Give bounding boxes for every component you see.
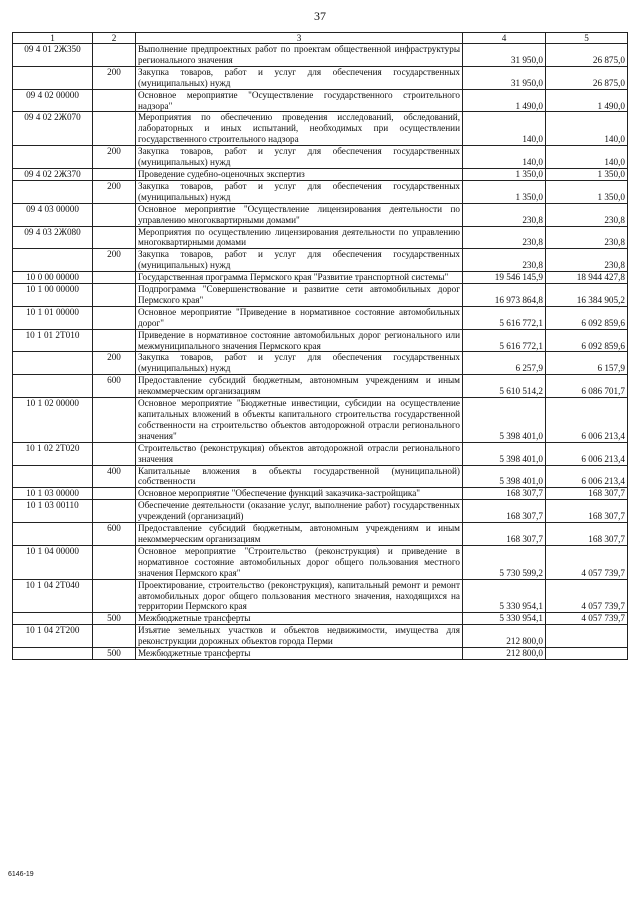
item-name-cell: Основное мероприятие "Обеспечение функций заказчика-застройщика" xyxy=(136,488,463,500)
budget-code-cell: 10 1 03 00000 xyxy=(13,488,93,500)
item-name-cell: Закупка товаров, работ и услуг для обеспечения государственных (муниципальных) нужд xyxy=(136,249,463,272)
amount-2020-cell: 230,8 xyxy=(463,203,546,226)
amount-2021-cell: 26 875,0 xyxy=(546,44,628,67)
table-row xyxy=(13,488,628,500)
expense-type-cell xyxy=(93,488,136,500)
expense-type-cell xyxy=(93,112,136,146)
budget-code-cell: 10 1 03 00110 xyxy=(13,500,93,523)
budget-code-cell: 10 1 04 2Т200 xyxy=(13,625,93,648)
amount-2021-cell: 230,8 xyxy=(546,203,628,226)
item-name-cell: Межбюджетные трансферты xyxy=(136,613,463,625)
amount-2021-cell: 230,8 xyxy=(546,226,628,249)
amount-2021-cell: 4 057 739,7 xyxy=(546,613,628,625)
budget-code-cell: 10 1 00 00000 xyxy=(13,284,93,307)
amount-2021-cell xyxy=(546,625,628,648)
amount-2020-cell: 5 398 401,0 xyxy=(463,442,546,465)
amount-2020-cell: 140,0 xyxy=(463,112,546,146)
expense-type-cell xyxy=(93,284,136,307)
table-row xyxy=(13,625,628,648)
expense-type-cell xyxy=(93,625,136,648)
item-name-cell: Мероприятия по обеспечению проведения исследований, обследований, лабораторных и иных испытаний, необходимых при осуществлении государственного строительного надзора xyxy=(136,112,463,146)
amount-2020-cell: 1 350,0 xyxy=(463,168,546,180)
amount-2021-cell: 6 086 701,7 xyxy=(546,375,628,398)
item-name-cell: Проведение судебно-оценочных экспертиз xyxy=(136,168,463,180)
amount-2020-cell: 5 330 954,1 xyxy=(463,579,546,613)
expense-type-cell: 200 xyxy=(93,146,136,169)
amount-2020-cell: 5 616 772,1 xyxy=(463,306,546,329)
budget-code-cell xyxy=(13,66,93,89)
amount-2021-cell: 1 350,0 xyxy=(546,180,628,203)
table-row xyxy=(13,465,628,488)
table-row xyxy=(13,284,628,307)
table-row xyxy=(13,375,628,398)
expense-type-cell xyxy=(93,398,136,443)
amount-2020-cell: 1 490,0 xyxy=(463,89,546,112)
budget-code-cell xyxy=(13,180,93,203)
amount-2021-cell: 4 057 739,7 xyxy=(546,545,628,579)
expense-type-cell: 200 xyxy=(93,249,136,272)
table-row xyxy=(13,613,628,625)
budget-code-cell: 09 4 02 2Ж070 xyxy=(13,112,93,146)
expense-type-cell xyxy=(93,89,136,112)
item-name-cell: Изъятие земельных участков и объектов недвижимости, имущества для реконструкции дорожных объектов города Перми xyxy=(136,625,463,648)
amount-2021-cell: 168 307,7 xyxy=(546,523,628,546)
table-row xyxy=(13,329,628,352)
expense-type-cell: 600 xyxy=(93,375,136,398)
amount-2020-cell: 168 307,7 xyxy=(463,523,546,546)
table-header-row xyxy=(13,33,628,44)
budget-code-cell xyxy=(13,352,93,375)
table-row xyxy=(13,226,628,249)
budget-code-cell: 09 4 01 2Ж350 xyxy=(13,44,93,67)
table-row xyxy=(13,352,628,375)
amount-2021-cell: 6 006 213,4 xyxy=(546,465,628,488)
amount-2020-cell: 168 307,7 xyxy=(463,488,546,500)
item-name-cell: Основное мероприятие "Бюджетные инвестиции, субсидии на осуществление капитальных вложений в объекты капитального строительства государственной собственности на строительство объектов автодорожной отрасли регионального значения" xyxy=(136,398,463,443)
budget-code-cell xyxy=(13,465,93,488)
budget-code-cell xyxy=(13,648,93,660)
item-name-cell: Закупка товаров, работ и услуг для обеспечения государственных (муниципальных) нужд xyxy=(136,146,463,169)
item-name-cell: Закупка товаров, работ и услуг для обеспечения государственных (муниципальных) нужд xyxy=(136,66,463,89)
table-row xyxy=(13,272,628,284)
amount-2020-cell: 230,8 xyxy=(463,249,546,272)
item-name-cell: Строительство (реконструкция) объектов автодорожной отрасли регионального значения xyxy=(136,442,463,465)
amount-2020-cell: 1 350,0 xyxy=(463,180,546,203)
expense-type-cell xyxy=(93,272,136,284)
expense-type-cell xyxy=(93,579,136,613)
item-name-cell: Основное мероприятие "Осуществление лицензирования деятельности по управлению многоквартирными домами" xyxy=(136,203,463,226)
table-row xyxy=(13,500,628,523)
amount-2020-cell: 212 800,0 xyxy=(463,648,546,660)
budget-code-cell xyxy=(13,146,93,169)
budget-code-cell xyxy=(13,613,93,625)
table-row xyxy=(13,203,628,226)
table-row xyxy=(13,648,628,660)
table-row xyxy=(13,168,628,180)
amount-2021-cell: 6 006 213,4 xyxy=(546,442,628,465)
item-name-cell: Обеспечение деятельности (оказание услуг, выполнение работ) государственных учреждений (организаций) xyxy=(136,500,463,523)
amount-2021-cell: 168 307,7 xyxy=(546,488,628,500)
amount-2021-cell: 168 307,7 xyxy=(546,500,628,523)
item-name-cell: Капитальные вложения в объекты государственной (муниципальной) собственности xyxy=(136,465,463,488)
amount-2020-cell: 230,8 xyxy=(463,226,546,249)
amount-2021-cell: 230,8 xyxy=(546,249,628,272)
table-row xyxy=(13,442,628,465)
item-name-cell: Основное мероприятие "Приведение в нормативное состояние автомобильных дорог" xyxy=(136,306,463,329)
item-name-cell: Закупка товаров, работ и услуг для обеспечения государственных (муниципальных) нужд xyxy=(136,180,463,203)
expense-type-cell xyxy=(93,168,136,180)
item-name-cell: Приведение в нормативное состояние автомобильных дорог регионального или межмуниципального значения Пермского края xyxy=(136,329,463,352)
amount-2021-cell: 1 350,0 xyxy=(546,168,628,180)
table-row xyxy=(13,44,628,67)
budget-code-cell: 10 0 00 00000 xyxy=(13,272,93,284)
amount-2020-cell: 5 330 954,1 xyxy=(463,613,546,625)
amount-2021-cell: 6 092 859,6 xyxy=(546,329,628,352)
budget-code-cell: 09 4 03 00000 xyxy=(13,203,93,226)
item-name-cell: Предоставление субсидий бюджетным, автономным учреждениям и иным некоммерческим организациям xyxy=(136,375,463,398)
expense-type-cell: 500 xyxy=(93,648,136,660)
table-row xyxy=(13,112,628,146)
budget-code-cell: 10 1 04 2Т040 xyxy=(13,579,93,613)
table-row xyxy=(13,306,628,329)
expense-type-cell: 400 xyxy=(93,465,136,488)
amount-2021-cell: 140,0 xyxy=(546,112,628,146)
expense-type-cell xyxy=(93,442,136,465)
amount-2021-cell: 16 384 905,2 xyxy=(546,284,628,307)
item-name-cell: Выполнение предпроектных работ по проектам общественной инфраструктуры регионального значения xyxy=(136,44,463,67)
budget-code-cell: 10 1 02 2Т020 xyxy=(13,442,93,465)
expense-type-cell xyxy=(93,500,136,523)
amount-2021-cell: 6 157,9 xyxy=(546,352,628,375)
amount-2020-cell: 212 800,0 xyxy=(463,625,546,648)
document-code: 6146-19 xyxy=(8,871,34,878)
item-name-cell: Основное мероприятие "Осуществление государственного строительного надзора" xyxy=(136,89,463,112)
table-row xyxy=(13,180,628,203)
budget-code-cell: 09 4 03 2Ж080 xyxy=(13,226,93,249)
budget-code-cell: 10 1 01 2Т010 xyxy=(13,329,93,352)
budget-code-cell: 09 4 02 00000 xyxy=(13,89,93,112)
table-row xyxy=(13,66,628,89)
budget-table xyxy=(12,32,628,660)
budget-code-cell: 09 4 02 2Ж370 xyxy=(13,168,93,180)
expense-type-cell xyxy=(93,203,136,226)
item-name-cell: Закупка товаров, работ и услуг для обеспечения государственных (муниципальных) нужд xyxy=(136,352,463,375)
column-header: 2 xyxy=(93,33,136,44)
item-name-cell: Мероприятия по осуществлению лицензирования деятельности по управлению многоквартирными домами xyxy=(136,226,463,249)
expense-type-cell: 200 xyxy=(93,352,136,375)
amount-2021-cell: 140,0 xyxy=(546,146,628,169)
expense-type-cell: 600 xyxy=(93,523,136,546)
expense-type-cell: 500 xyxy=(93,613,136,625)
budget-code-cell xyxy=(13,249,93,272)
expense-type-cell xyxy=(93,329,136,352)
amount-2020-cell: 5 730 599,2 xyxy=(463,545,546,579)
item-name-cell: Проектирование, строительство (реконструкция), капитальный ремонт и ремонт автомобильных дорог общего пользования местного значения, находящихся на территории Пермского края xyxy=(136,579,463,613)
item-name-cell: Государственная программа Пермского края "Развитие транспортной системы" xyxy=(136,272,463,284)
column-header: 4 xyxy=(463,33,546,44)
table-row xyxy=(13,579,628,613)
expense-type-cell xyxy=(93,306,136,329)
amount-2020-cell: 19 546 145,9 xyxy=(463,272,546,284)
amount-2020-cell: 140,0 xyxy=(463,146,546,169)
amount-2020-cell: 5 398 401,0 xyxy=(463,465,546,488)
amount-2021-cell: 1 490,0 xyxy=(546,89,628,112)
expense-type-cell xyxy=(93,226,136,249)
page-number: 37 xyxy=(314,9,326,23)
amount-2021-cell: 18 944 427,8 xyxy=(546,272,628,284)
expense-type-cell: 200 xyxy=(93,180,136,203)
budget-code-cell xyxy=(13,523,93,546)
column-header: 5 xyxy=(546,33,628,44)
budget-code-cell: 10 1 04 00000 xyxy=(13,545,93,579)
table-row xyxy=(13,398,628,443)
amount-2020-cell: 5 610 514,2 xyxy=(463,375,546,398)
amount-2020-cell: 168 307,7 xyxy=(463,500,546,523)
expense-type-cell xyxy=(93,545,136,579)
item-name-cell: Предоставление субсидий бюджетным, автономным учреждениям и иным некоммерческим организациям xyxy=(136,523,463,546)
budget-code-cell: 10 1 01 00000 xyxy=(13,306,93,329)
amount-2020-cell: 5 398 401,0 xyxy=(463,398,546,443)
table-row xyxy=(13,89,628,112)
expense-type-cell xyxy=(93,44,136,67)
item-name-cell: Межбюджетные трансферты xyxy=(136,648,463,660)
amount-2021-cell xyxy=(546,648,628,660)
expense-type-cell: 200 xyxy=(93,66,136,89)
table-row xyxy=(13,523,628,546)
amount-2020-cell: 16 973 864,8 xyxy=(463,284,546,307)
amount-2020-cell: 31 950,0 xyxy=(463,44,546,67)
amount-2021-cell: 6 006 213,4 xyxy=(546,398,628,443)
amount-2020-cell: 5 616 772,1 xyxy=(463,329,546,352)
column-header: 3 xyxy=(136,33,463,44)
amount-2020-cell: 6 257,9 xyxy=(463,352,546,375)
item-name-cell: Основное мероприятие "Строительство (реконструкция) и приведение в нормативное состояние автомобильных дорог общего пользования местного значения Пермского края" xyxy=(136,545,463,579)
budget-code-cell: 10 1 02 00000 xyxy=(13,398,93,443)
amount-2021-cell: 6 092 859,6 xyxy=(546,306,628,329)
column-header: 1 xyxy=(13,33,93,44)
table-row xyxy=(13,146,628,169)
item-name-cell: Подпрограмма "Совершенствование и развитие сети автомобильных дорог Пермского края" xyxy=(136,284,463,307)
budget-code-cell xyxy=(13,375,93,398)
amount-2021-cell: 26 875,0 xyxy=(546,66,628,89)
table-row xyxy=(13,545,628,579)
amount-2021-cell: 4 057 739,7 xyxy=(546,579,628,613)
table-row xyxy=(13,249,628,272)
amount-2020-cell: 31 950,0 xyxy=(463,66,546,89)
